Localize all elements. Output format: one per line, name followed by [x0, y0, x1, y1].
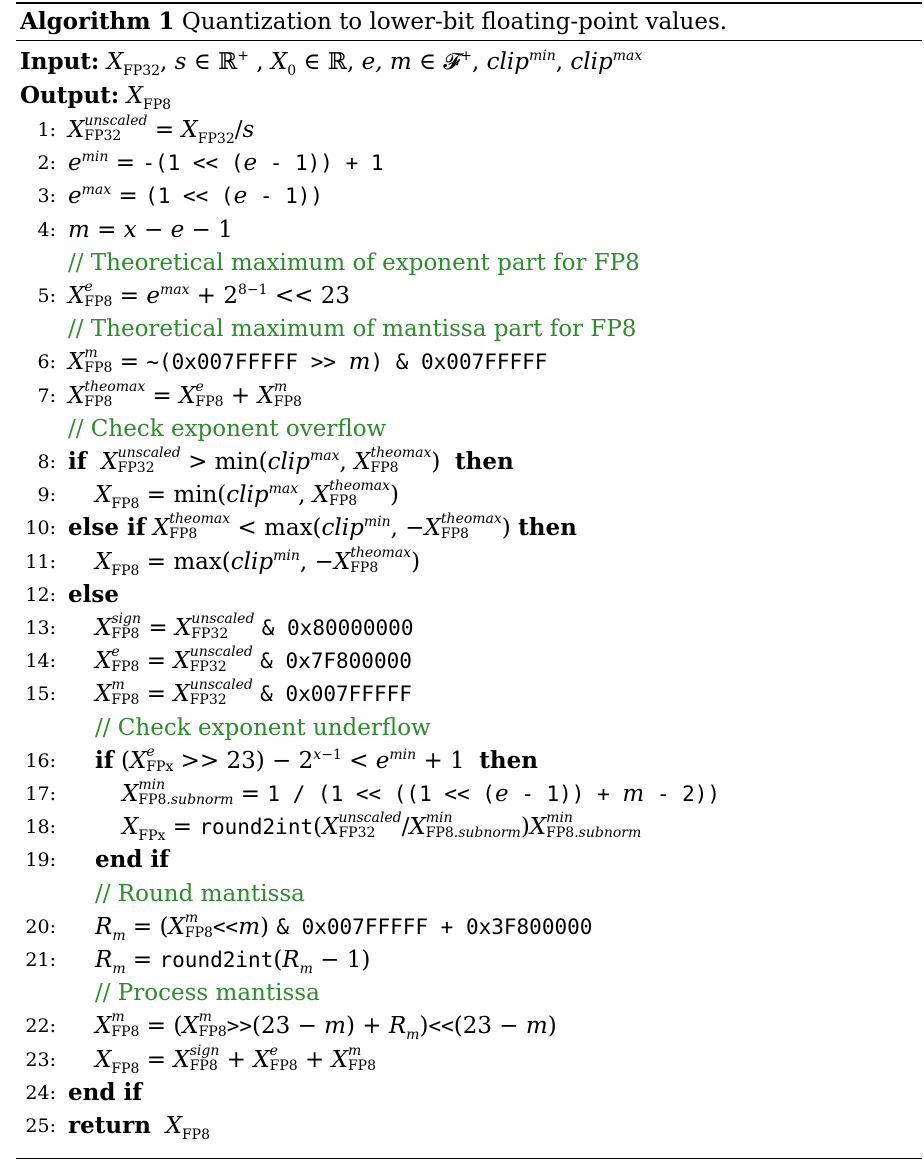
line-number: 24: [25, 1081, 56, 1104]
algorithm-line [0, 744, 924, 778]
line-comment: // Theoretical maximum of mantissa part for FP8 [68, 316, 637, 343]
line-number: 10: [25, 517, 56, 540]
output-keyword: Output: [20, 82, 120, 109]
algorithm-caption [20, 8, 727, 35]
line-code: $X_{FPx}$ = round2int(X unscaled FP32 /X min FP8.subnorm )X min FP8.subnorm [122, 810, 642, 845]
line-code: X e FP8 = $e^{max} + 2^{8-1} << 23$ [68, 279, 350, 310]
line-comment: // Round mantissa [95, 880, 305, 907]
line-code: $X_{FP8}$ = max(clip$^{min}$, −X theomax FP8 ) [95, 544, 421, 579]
algorithm-comment-line [0, 246, 924, 280]
line-number: 9: [37, 484, 56, 507]
algorithm-line [0, 379, 924, 413]
line-number: 3: [37, 185, 56, 208]
algorithm-line [0, 545, 924, 579]
input-rendered: $X_{FP32}$, s ∈ ℝ+ , $X_0$ ∈ ℝ, e, m ∈ 𝓕+, clip$^{min}$, clip$^{max}$ [106, 48, 643, 79]
line-comment: // Theoretical maximum of exponent part for FP8 [68, 249, 640, 276]
line-comment: // Check exponent underflow [95, 714, 431, 741]
algorithm-line [0, 843, 924, 877]
line-number: 4: [37, 218, 56, 241]
algorithm-line [0, 644, 924, 678]
algorithm-line [0, 677, 924, 711]
algorithm-line [0, 213, 924, 247]
algorithm-line [0, 511, 924, 545]
line-comment: // Check exponent overflow [68, 415, 387, 442]
line-comment: // Process mantissa [95, 980, 320, 1007]
line-number: 21: [25, 949, 56, 971]
line-code: return $X_{FP8}$ [68, 1112, 210, 1143]
line-code: $e^{min} = -(1 << (e - 1)) + 1$ [68, 149, 384, 177]
line-number: 23: [25, 1048, 56, 1071]
line-number: 6: [37, 351, 56, 374]
algorithm-line [0, 910, 924, 944]
input-line [20, 45, 642, 79]
line-number: 12: [25, 583, 56, 606]
line-code: $X_{FP8}$ = min(clip$^{max}$, X theomax FP8 ) [95, 478, 399, 513]
algorithm-line [0, 943, 924, 977]
line-code: $e^{max} = (1 << (e - 1))$ [68, 182, 324, 210]
line-number: 19: [25, 849, 56, 872]
line-code: end if [68, 1078, 143, 1106]
algorithm-line [0, 777, 924, 811]
algorithm-line [0, 578, 924, 612]
line-code: else if X theomax FP8 < max(clip$^{min}$, −X theomax FP8 ) then [68, 511, 577, 543]
algorithm-line [0, 478, 924, 512]
line-code: end if [95, 846, 170, 874]
algorithm-line [0, 1109, 924, 1143]
line-code: if (X e FPx >> $23) - 2^{x-1} < e^{min} + 1$ then [95, 743, 538, 775]
algorithm-line [0, 445, 924, 479]
line-number: 17: [25, 783, 56, 805]
algorithm-comment-line [0, 312, 924, 346]
line-number: 25: [25, 1115, 56, 1137]
line-number: 22: [25, 1015, 56, 1038]
line-number: 14: [25, 650, 56, 673]
algorithm-comment-line [0, 877, 924, 911]
line-code: $X_{FP8} = X$ sign FP8 + X e FP8 + X m FP8 [95, 1042, 376, 1077]
algorithm-line [0, 1043, 924, 1077]
algorithm-line [0, 345, 924, 379]
line-code: else [68, 580, 119, 608]
algorithm-line [0, 1076, 924, 1110]
line-code: X m FP8 = X unscaled FP32 & 0x007FFFFF [95, 677, 412, 709]
line-code: X sign FP8 = X unscaled FP32 & 0x80000000 [95, 611, 414, 642]
line-code: $R_m$ = $round2int(R_m - 1)$ [95, 947, 371, 977]
input-keyword: Input: [20, 48, 100, 75]
line-code: X e FP8 = X unscaled FP32 & 0x7F800000 [95, 644, 412, 676]
line-code: X m FP8 = (X m FP8 $>>(23 - m) + R_m)<<(23 - m)$ [95, 1009, 557, 1044]
algorithm-line [0, 611, 924, 645]
algorithm-label: Algorithm 1 [20, 8, 175, 35]
line-code: X theomax FP8 = X e FP8 + X m FP8 [68, 378, 302, 410]
line-code: m = x − e − 1 [68, 216, 233, 243]
algorithm-line [0, 279, 924, 313]
algorithm-comment-line [0, 412, 924, 446]
algorithm-line [0, 113, 924, 147]
line-number: 8: [37, 451, 56, 473]
line-number: 11: [25, 550, 56, 573]
line-number: 7: [37, 384, 56, 407]
line-code: X unscaled FP32 = $X_{FP32}/s$ [68, 113, 255, 147]
output-rendered: $X_{FP8}$ [126, 83, 172, 113]
line-code: $R_m = (X$ m FP8 <<m) & 0x007FFFFF + 0x3F800000 [95, 909, 593, 944]
algorithm-comment-line [0, 976, 924, 1010]
algorithm-title: Quantization to lower-bit floating-point values. [181, 9, 728, 35]
caption-rule [16, 40, 922, 41]
algorithm-line [0, 179, 924, 213]
line-number: 15: [25, 683, 56, 706]
line-number: 20: [25, 915, 56, 938]
line-number: 16: [25, 749, 56, 772]
line-code: X min FP8.subnorm = 1 / (1 << ((1 << (e - 1)) + m - 2)) [122, 777, 721, 808]
line-number: 1: [37, 119, 56, 141]
line-code: X m FP8 = ~(0x007FFFFF >> m) & 0x007FFFFF [68, 345, 548, 377]
line-number: 5: [37, 285, 56, 307]
output-line [20, 79, 171, 113]
line-code: if X unscaled FP32 > min(clip$^{max}$, X theomax FP8 ) then [68, 445, 514, 476]
top-rule [16, 2, 922, 4]
line-number: 18: [25, 816, 56, 839]
algorithm-line [0, 810, 924, 844]
line-number: 13: [25, 617, 56, 639]
algorithm-line [0, 146, 924, 180]
algorithm-line [0, 1009, 924, 1043]
algorithm-comment-line [0, 711, 924, 745]
line-number: 2: [37, 152, 56, 175]
bottom-rule [16, 1158, 922, 1159]
